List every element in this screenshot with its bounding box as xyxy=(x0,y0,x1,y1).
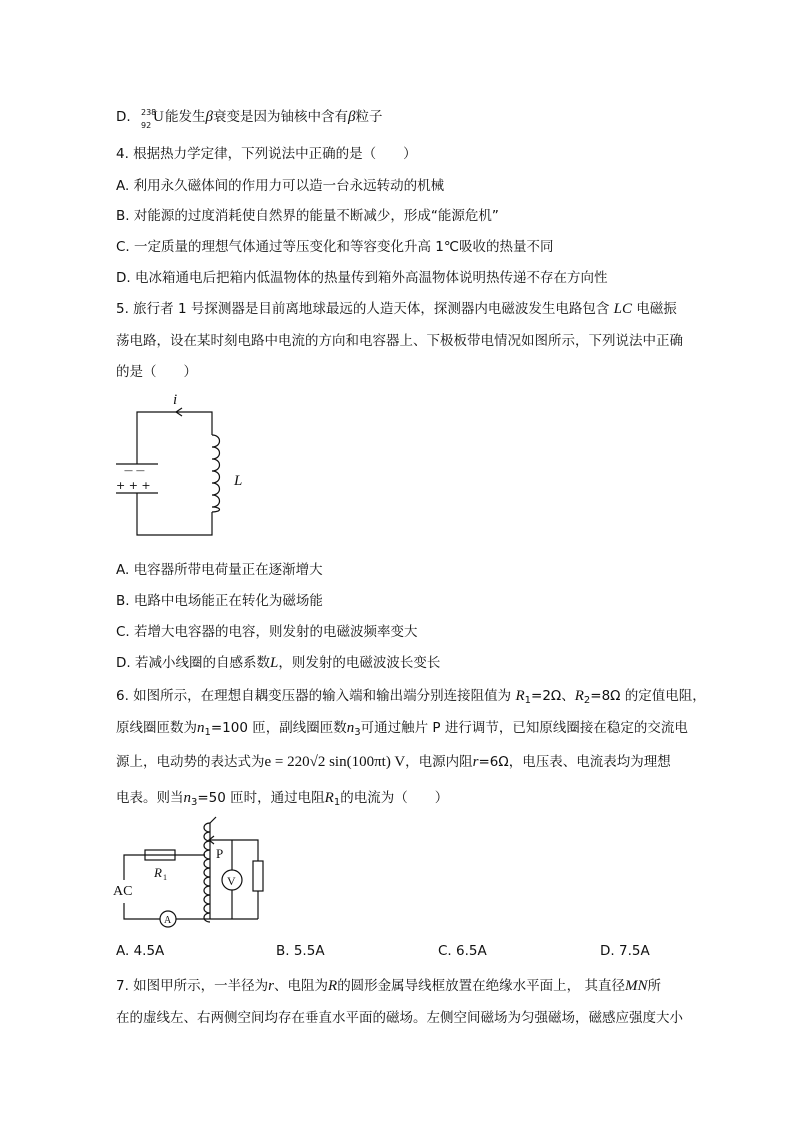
r1-symbol: R xyxy=(515,688,525,704)
q6-stem-line2 xyxy=(116,718,688,743)
subscript: 3 xyxy=(191,797,198,808)
n1-symbol: n xyxy=(197,720,205,736)
text: ，则发射的电磁波波长变长 xyxy=(278,655,441,671)
circuit-wire-top xyxy=(137,412,212,464)
text: 的电流为（ ） xyxy=(340,790,449,806)
text: =2Ω、 xyxy=(531,688,575,704)
l-symbol: L xyxy=(269,655,279,671)
r-symbol: r xyxy=(268,978,275,994)
inductor-coil xyxy=(212,435,220,512)
q5-stem-line3: 的是（ ） xyxy=(116,364,197,380)
text: D. 若减小线圈的自感系数 xyxy=(116,655,270,671)
n3-symbol: n xyxy=(346,720,355,736)
text: 6. 如图所示，在理想自耦变压器的输入端和输出端分别连接阻值为 xyxy=(116,688,512,704)
tap-p-label: P xyxy=(216,846,224,861)
subscript: 1 xyxy=(524,695,532,706)
text: 7. 如图甲所示，一半径为 xyxy=(116,978,269,994)
q5-option-b: B. 电路中电场能正在转化为磁场能 xyxy=(116,593,323,609)
beta-symbol: β xyxy=(205,109,213,125)
resistance-symbol: R xyxy=(328,978,338,994)
text: =100 匝，副线圈匝数 xyxy=(210,720,347,736)
text: =8Ω xyxy=(590,688,621,704)
r1-label-subscript: 1 xyxy=(163,873,167,882)
text: 可通过触片 P 进行调节，已知原线圈接在稳定的交流电 xyxy=(360,720,688,736)
subscript: 3 xyxy=(354,727,361,738)
emf-formula: e = 220√2 sin(100πt) V xyxy=(264,754,406,770)
q3-option-d xyxy=(116,107,383,130)
atomic-number: 92 xyxy=(140,121,152,130)
r1-label: R xyxy=(154,865,162,880)
q4-option-b: B. 对能源的过度消耗使自然界的能量不断减少，形成“能源危机” xyxy=(116,208,499,224)
subscript: 1 xyxy=(204,727,211,738)
text: 能发生 xyxy=(164,109,206,125)
q6-option-b: B. 5.5A xyxy=(276,943,325,959)
coil-top-tick xyxy=(210,817,216,823)
text: 5. 旅行者 1 号探测器是目前离地球最远的人造天体，探测器内电磁波发生电路包含 xyxy=(116,301,610,317)
text: 源上，电动势的表达式为 xyxy=(116,754,265,770)
q7-stem-line2: 在的虚线左、右两侧空间均存在垂直水平面的磁场。左侧空间磁场为匀强磁场，磁感应强度大小 xyxy=(116,1010,683,1026)
q6-stem-line4 xyxy=(116,788,448,813)
q6-options xyxy=(116,943,676,963)
current-label: i xyxy=(173,392,178,408)
subscript: 1 xyxy=(333,797,341,808)
transformer-coil xyxy=(204,823,210,922)
mass-number: 238 xyxy=(140,108,157,117)
q4-option-d: D. 电冰箱通电后把箱内低温物体的热量传到箱外高温物体说明热传递不存在方向性 xyxy=(116,270,608,286)
subscript: 2 xyxy=(583,695,591,706)
negative-charges: — — xyxy=(124,466,145,476)
q6-stem-line1 xyxy=(116,686,706,711)
circuit-wire-bottom xyxy=(137,493,212,535)
n3-symbol: n xyxy=(183,790,191,806)
q6-option-c: C. 6.5A xyxy=(438,943,487,959)
q7-stem-line1 xyxy=(116,976,661,996)
q5-option-a: A. 电容器所带电荷量正在逐渐增大 xyxy=(116,562,323,578)
text: =6Ω，电压表、电流表均为理想 xyxy=(478,754,671,770)
voltmeter-label: V xyxy=(227,874,236,888)
q6-option-a: A. 4.5A xyxy=(116,943,165,959)
q5-stem-line2: 荡电路，设在某时刻电路中电流的方向和电容器上、下极板带电情况如图所示，下列说法中正确 xyxy=(116,333,683,349)
lc-circuit-figure xyxy=(110,390,260,540)
text: =50 匝时，通过电阻 xyxy=(197,790,325,806)
q6-option-d: D. 7.5A xyxy=(600,943,650,959)
text: ，电源内阻 xyxy=(405,754,473,770)
lc-symbol: LC xyxy=(613,301,632,317)
text: 粒子 xyxy=(355,109,383,125)
q6-stem-line3 xyxy=(116,752,671,772)
text: 原线圈匝数为 xyxy=(116,720,197,736)
q5-stem-line1 xyxy=(116,299,677,319)
inductor-label: L xyxy=(234,473,243,489)
q5-option-d xyxy=(116,653,440,673)
r1-symbol: R xyxy=(324,790,334,806)
element-symbol: U xyxy=(152,109,164,125)
text: 的定值电阻， xyxy=(624,688,706,704)
text: 电磁振 xyxy=(636,301,677,317)
option-label: D. xyxy=(116,109,131,125)
text: 所 xyxy=(647,978,661,994)
input-wire-bottom xyxy=(124,903,160,919)
transformer-circuit-figure xyxy=(110,815,280,935)
resistor-r2 xyxy=(253,861,263,891)
q4-stem: 4. 根据热力学定律，下列说法中正确的是（ ） xyxy=(116,146,417,162)
mn-symbol: MN xyxy=(624,978,648,994)
r-symbol: r xyxy=(472,754,479,770)
uranium-nuclide xyxy=(135,107,165,130)
ammeter-label: A xyxy=(164,915,172,926)
positive-charges: + + + xyxy=(116,479,151,492)
r2-symbol: R xyxy=(574,688,584,704)
text: 衰变是因为铀核中含有 xyxy=(212,109,348,125)
text: 的圆形金属导线框放置在绝缘水平面上， 其直径 xyxy=(337,978,625,994)
q5-option-c: C. 若增大电容器的电容，则发射的电磁波频率变大 xyxy=(116,624,418,640)
q4-option-a: A. 利用永久磁体间的作用力可以造一台永远转动的机械 xyxy=(116,178,445,194)
text: 电表。则当 xyxy=(116,790,184,806)
q4-option-c: C. 一定质量的理想气体通过等压变化和等容变化升高 1℃吸收的热量不同 xyxy=(116,239,554,255)
ac-source-label: AC xyxy=(113,884,133,899)
text: 、电阻为 xyxy=(274,978,329,994)
beta-symbol: β xyxy=(347,109,356,125)
